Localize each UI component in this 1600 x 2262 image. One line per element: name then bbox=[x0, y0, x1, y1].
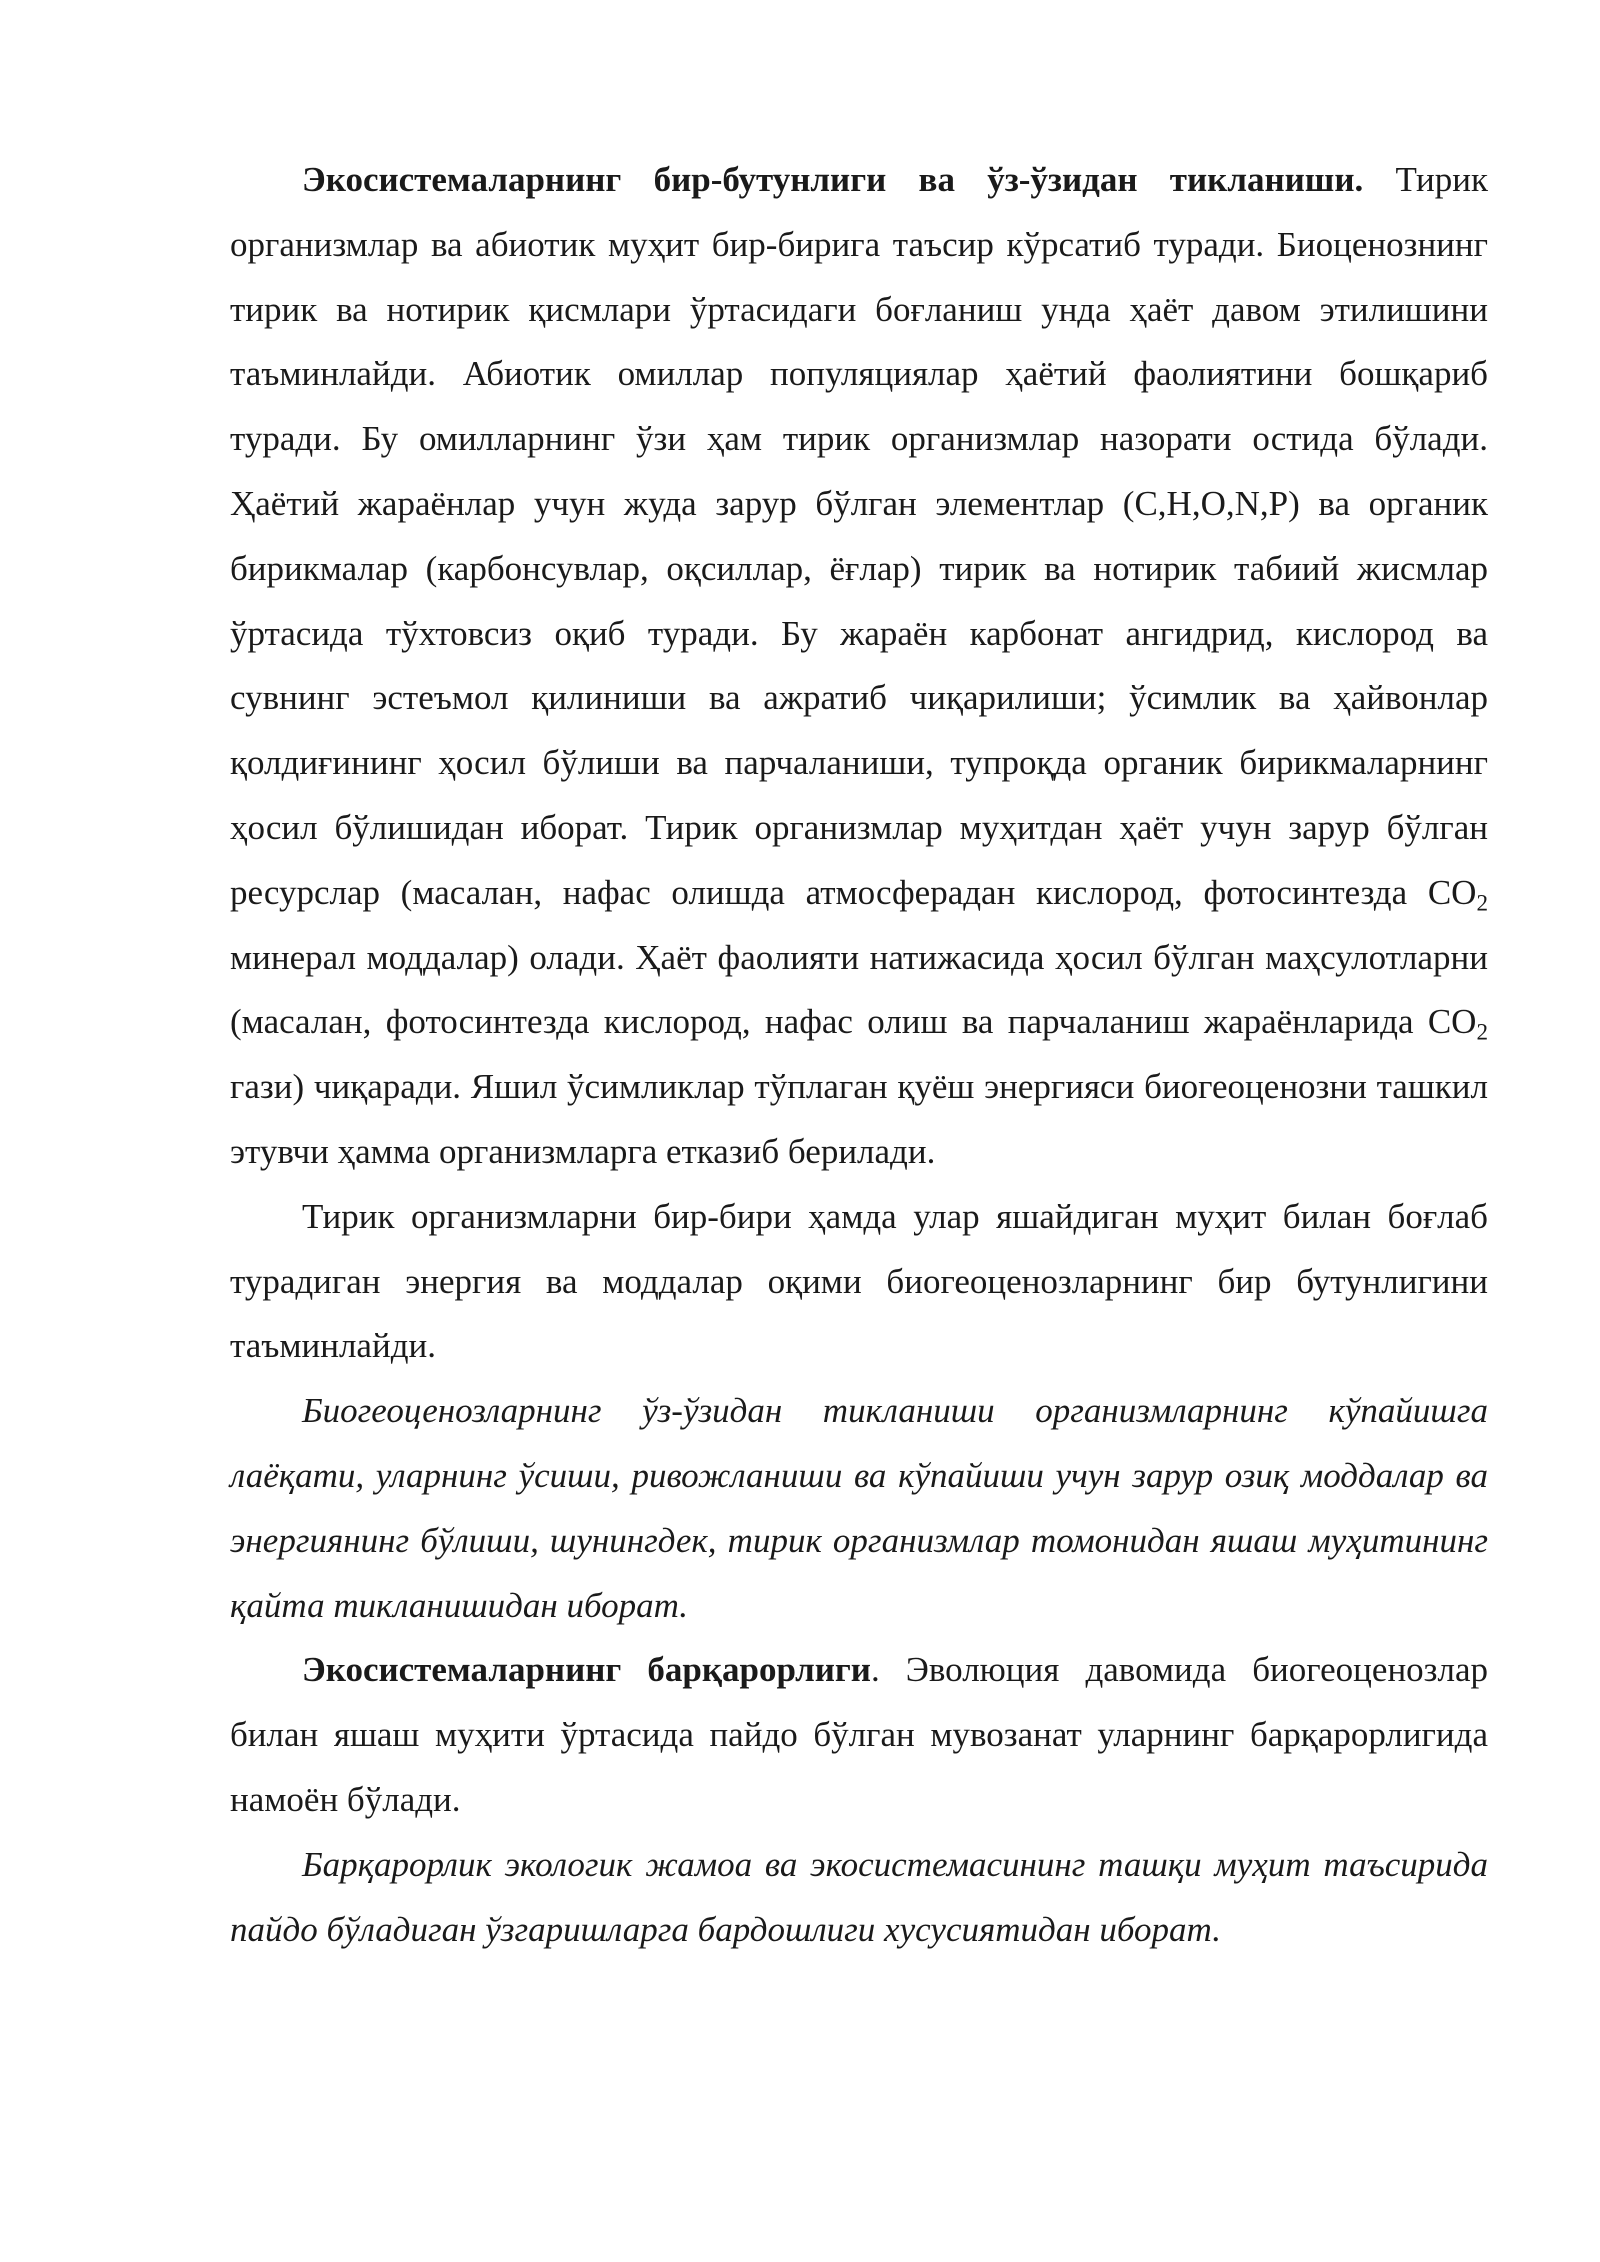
definition-self-restoration: Биогеоценозларнинг ўз-ўзидан тикланиши организмларнинг кўпайишга лаёқати, уларнинг ўсиши, ривожланиши ва кўпайиши учун зарур озиқ моддалар ва энергиянинг бўлиши, шунингдек, тирик организмлар томонидан яшаш муҳитининг қайта тикланишидан иборат. bbox=[230, 1391, 1488, 1625]
subscript: 2 bbox=[1476, 1018, 1488, 1045]
paragraph-text: минерал моддалар) олади. Ҳаёт фаолияти натижасида ҳосил бўлган маҳсулотларни (масалан, фотосинтезда кислород, нафас олиш ва парчаланиш жараёнларида CO bbox=[230, 937, 1488, 1042]
paragraph-text: гази) чиқаради. Яшил ўсимликлар тўплаган қуёш энергияси биогеоценозни ташкил этувчи ҳамма организмларга етказиб берилади. bbox=[230, 1067, 1488, 1171]
paragraph-text: Тирик организмлар ва абиотик муҳит бир-бирига таъсир кўрсатиб туради. Биоценознинг тирик ва нотирик қисмлари ўртасидаги боғланиш унда ҳаёт давом этилишини таъминлайди. Абиотик омиллар популяциялар ҳаётий фаолиятини бошқариб туради. Бу омилларнинг ўзи ҳам тирик организмлар назорати остида бўлади. Ҳаётий жараёнлар учун жуда зарур бўлган элементлар (С,H,O,N,P) ва органик бирикмалар (карбонсувлар, оқсиллар, ёғлар) тирик ва нотирик табиий жисмлар ўртасида тўхтовсиз оқиб туради. Бу жараён карбонат ангидрид, кислород ва сувнинг эстеъмол қилиниши ва ажратиб чиқарилиши; ўсимлик ва ҳайвонлар қолдиғининг ҳосил бўлиши ва парчаланиши, тупроқда органик бирикмаларнинг ҳосил бўлишидан иборат. Тирик организмлар муҳитдан ҳаёт учун зарур бўлган ресурслар (масалан, нафас олишда атмосферадан кислород, фотосинтезда CO bbox=[230, 160, 1488, 912]
paragraph-integrity bbox=[230, 148, 1488, 1185]
document-page bbox=[230, 148, 1488, 1962]
paragraph-text: . Эволюция давомида биогеоценозлар билан яшаш муҳити ўртасида пайдо бўлган мувозанат уларнинг барқарорлигида намоён бўлади. bbox=[230, 1650, 1488, 1819]
section-heading-stability: Экосистемаларнинг барқарорлиги bbox=[302, 1650, 871, 1690]
paragraph-energy-flow: Тирик организмларни бир-бири ҳамда улар яшайдиган муҳит билан боғлаб турадиган энергия ва моддалар оқими биогеоценозларнинг бир бутунлигини таъминлайди. bbox=[230, 1196, 1488, 1366]
paragraph-stability bbox=[230, 1638, 1488, 1832]
definition-stability: Барқарорлик экологик жамоа ва экосистемасининг ташқи муҳит таъсирида пайдо бўладиган ўзгаришларга бардошлиги хусусиятидан иборат. bbox=[230, 1844, 1488, 1949]
section-heading-integrity: Экосистемаларнинг бир-бутунлиги ва ўз-ўзидан тикланиши. bbox=[302, 160, 1364, 199]
subscript: 2 bbox=[1476, 889, 1488, 916]
